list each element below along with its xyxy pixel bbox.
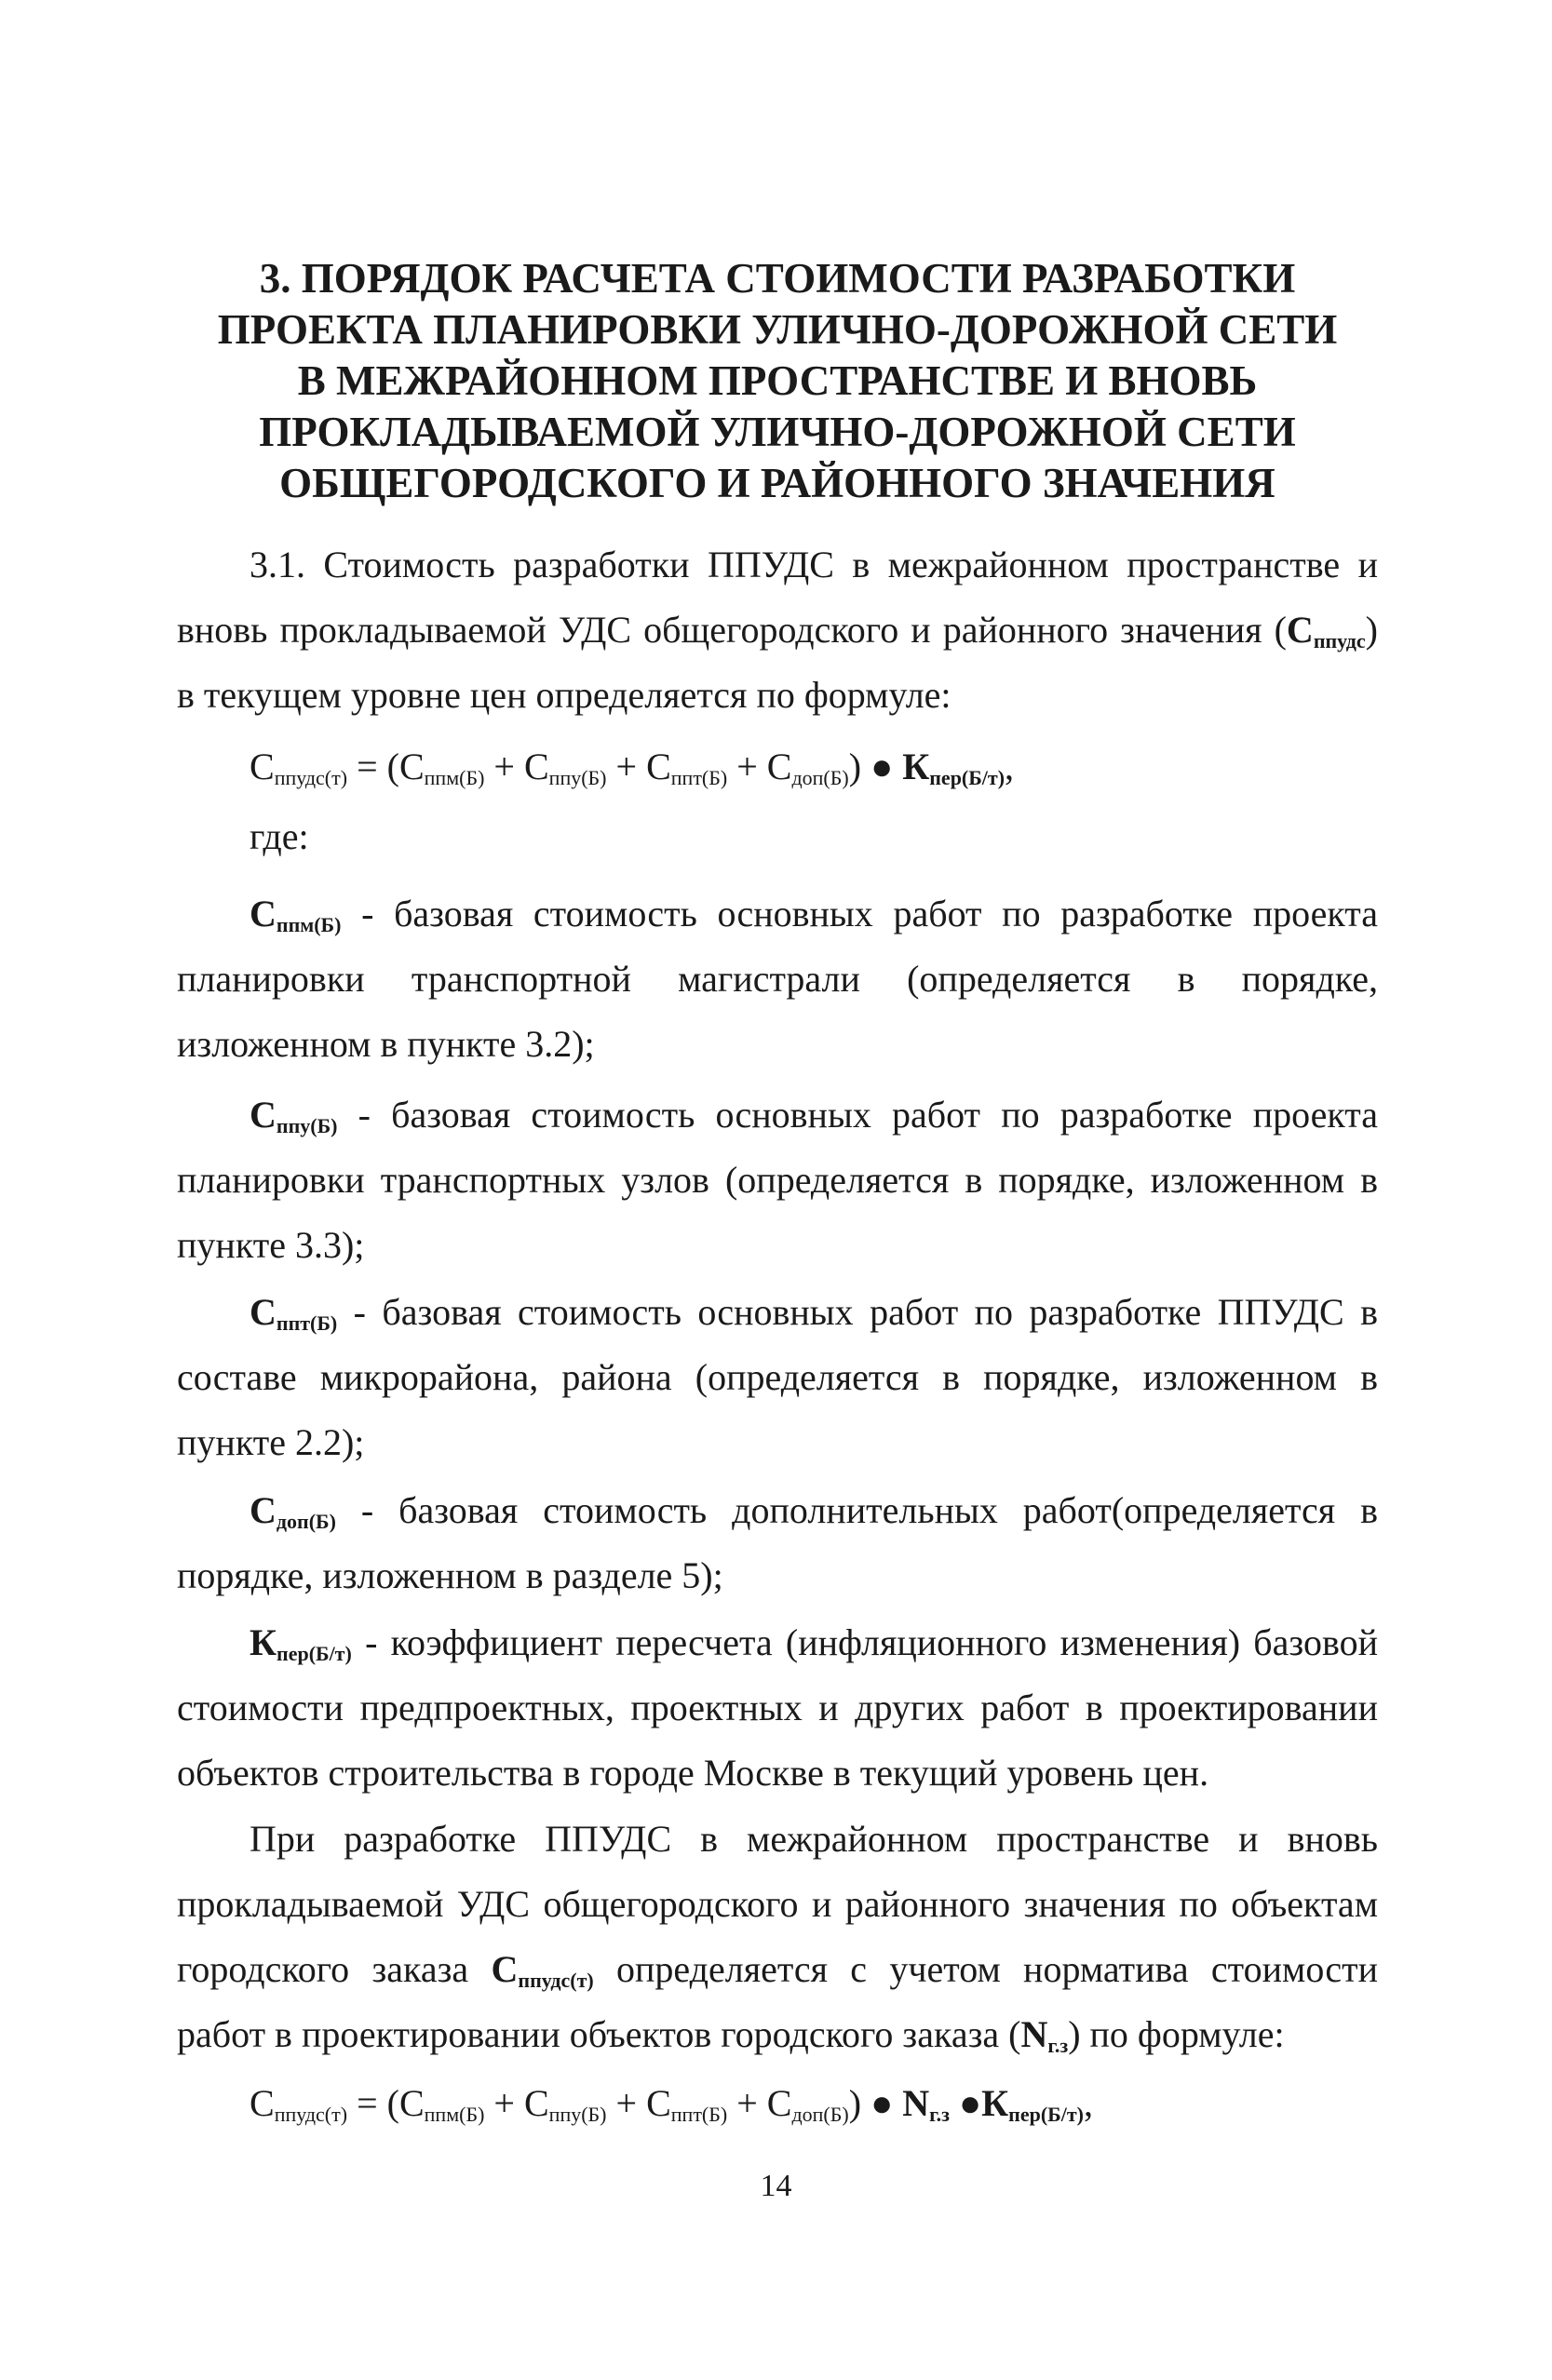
definition-c-ppm: $С_{ппм(Б)}$ - базовая стоимость основных работ по разработке проекта планировки транспортной магистрали (определяется в порядке, изложенном в пункте 3.2); bbox=[177, 893, 1378, 1065]
symbol: $С_{ппудс}$ bbox=[1286, 609, 1366, 652]
where-label: где: bbox=[250, 815, 309, 857]
definition-c-ppu: $С_{ппу(Б)}$ - базовая стоимость основных работ по разработке проекта планировки транспортных узлов (определяется в порядке, изложенном в пункте 3.3); bbox=[177, 1094, 1378, 1266]
heading-line: ОБЩЕГОРОДСКОГО И РАЙОННОГО ЗНАЧЕНИЯ bbox=[279, 460, 1275, 506]
paragraph-3-1: 3.1. Стоимость разработки ППУДС в межрайонном пространстве и вновь прокладываемой УДС общегородского и районного значения $(С_{ппудс})$ в текущем уровне цен определяется по формуле: bbox=[177, 544, 1378, 716]
formula-1: $С_{ппудс(т)} = (С_{ппм(Б)} + С_{ппу(Б)} + С_{ппт(Б)} + С_{доп(Б)})$ ● $К_{пер(Б/т)}$, bbox=[250, 746, 1015, 789]
paragraph-city-order: При разработке ППУДС в межрайонном пространстве и вновь прокладываемой УДС общегородского и районного значения по объектам городского заказа $С_{ппудс(т)}$ определяется с учетом норматива стоимости работ в проектировании объектов городского заказа $(N_{г.з})$ по формуле: bbox=[177, 1818, 1378, 2057]
section-heading bbox=[177, 253, 1378, 509]
definition-k-per: $К_{пер(Б/т)}$ - коэффициент пересчета (инфляционного изменения) базовой стоимости предпроектных, проектных и других работ в проектировании объектов строительства в городе Москве в текущий уровень цен. bbox=[177, 1621, 1378, 1794]
heading-line: ПРОЕКТА ПЛАНИРОВКИ УЛИЧНО-ДОРОЖНОЙ СЕТИ bbox=[217, 306, 1338, 353]
heading-line: ПРОКЛАДЫВАЕМОЙ УЛИЧНО-ДОРОЖНОЙ СЕТИ bbox=[259, 409, 1296, 455]
heading-line: В МЕЖРАЙОННОМ ПРОСТРАНСТВЕ И ВНОВЬ bbox=[297, 357, 1258, 404]
definition-c-ppt: $С_{ппт(Б)}$ - базовая стоимость основных работ по разработке ППУДС в составе микрорайона, района (определяется в порядке, изложенном в пункте 2.2); bbox=[177, 1291, 1378, 1463]
heading-line: 3. ПОРЯДОК РАСЧЕТА СТОИМОСТИ РАЗРАБОТКИ bbox=[259, 255, 1296, 302]
page-number: 14 bbox=[760, 2169, 792, 2203]
definition-c-dop: $С_{доп(Б)}$ - базовая стоимость дополнительных работ(определяется в порядке, изложенном в разделе 5); bbox=[177, 1489, 1378, 1596]
formula-2: $С_{ппудс(т)} = (С_{ппм(Б)} + С_{ппу(Б)} + С_{ппт(Б)} + С_{доп(Б)})$ ● $N_{г.з}$ $●К_{пер(Б/т)}$, bbox=[250, 2082, 1093, 2126]
